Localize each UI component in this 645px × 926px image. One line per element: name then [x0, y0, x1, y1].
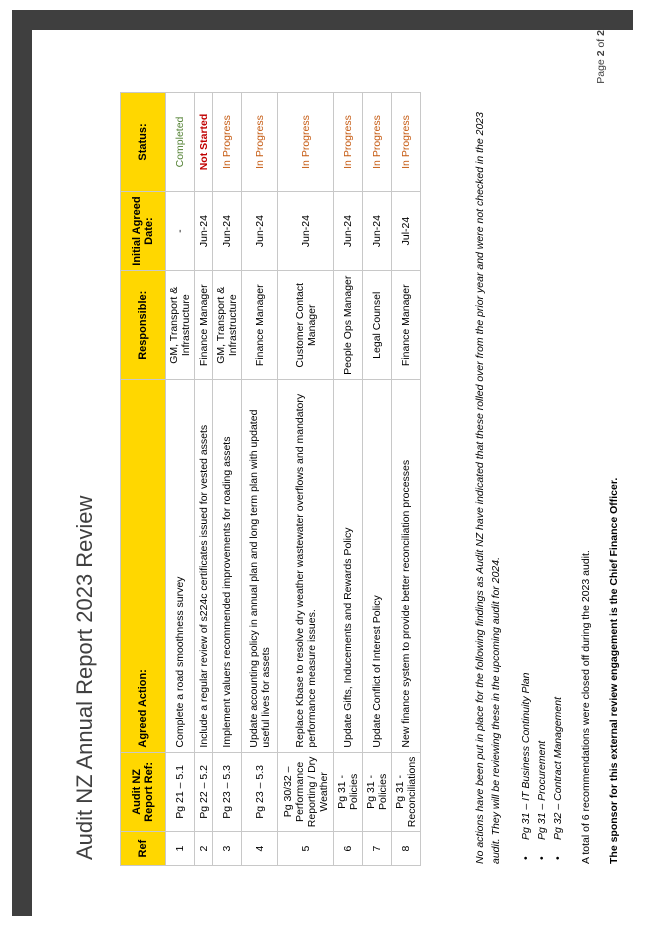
- page-number: Page 2 of 2: [595, 30, 607, 84]
- cell-status: In Progress: [363, 93, 392, 192]
- audit-table: [120, 92, 421, 866]
- cell-responsible: Finance Manager: [195, 271, 213, 380]
- cell-report-ref: Pg 22 – 5.2: [195, 752, 213, 832]
- cell-ref: 1: [166, 832, 195, 866]
- cell-date: Jun-24: [334, 192, 363, 271]
- cell-ref: 7: [363, 832, 392, 866]
- cell-responsible: Finance Manager: [242, 271, 278, 380]
- cell-action: Update Gifts, Inducements and Rewards Policy: [334, 380, 363, 752]
- bullet-icon: •: [520, 856, 532, 860]
- cell-date: Jun-24: [242, 192, 278, 271]
- cell-status: Not Started: [195, 93, 213, 192]
- cell-ref: 3: [213, 832, 242, 866]
- rollover-note: No actions have been put in place for the following findings as Audit NZ have indicated that these rolled over from the prior year and were not checked in the 2023 audit. They will be reviewing these in the upcoming audit for 2024.: [474, 112, 502, 864]
- list-item: • Pg 31 – IT Business Continuity Plan: [520, 672, 532, 860]
- table-row: [363, 93, 392, 866]
- cell-ref: 8: [392, 832, 421, 866]
- cell-status: In Progress: [392, 93, 421, 192]
- header-ref: Ref: [121, 832, 166, 866]
- table-row: [213, 93, 242, 866]
- document-page: [32, 30, 637, 916]
- rollover-findings-list: [518, 164, 566, 864]
- summary-text: A total of 6 recommendations were closed off during the 2023 audit.: [580, 550, 592, 864]
- cell-status: In Progress: [334, 93, 363, 192]
- table-row: [166, 93, 195, 866]
- table-header-row: [121, 93, 166, 866]
- cell-action: Complete a road smoothness survey: [166, 380, 195, 752]
- cell-action: Include a regular review of s224c certificates issued for vested assets: [195, 380, 213, 752]
- cell-responsible: Legal Counsel: [363, 271, 392, 380]
- cell-ref: 5: [278, 832, 334, 866]
- cell-date: Jun-24: [213, 192, 242, 271]
- cell-ref: 6: [334, 832, 363, 866]
- header-action: Agreed Action:: [121, 380, 166, 752]
- cell-action: Replace Kbase to resolve dry weather wastewater overflows and mandatory performance measure issues.: [278, 380, 334, 752]
- cell-responsible: GM, Transport & Infrastructure: [213, 271, 242, 380]
- cell-report-ref: Pg 23 – 5.3: [213, 752, 242, 832]
- cell-report-ref: Pg 30/32 – Performance Reporting / Dry Weather: [278, 752, 334, 832]
- cell-report-ref: Pg 21 – 5.1: [166, 752, 195, 832]
- cell-action: Update Conflict of Interest Policy: [363, 380, 392, 752]
- bullet-icon: •: [552, 856, 564, 860]
- cell-ref: 2: [195, 832, 213, 866]
- cell-status: In Progress: [213, 93, 242, 192]
- list-item: • Pg 31 – Procurement: [536, 740, 548, 860]
- cell-action: Update accounting policy in annual plan and long term plan with updated useful lives for assets: [242, 380, 278, 752]
- header-responsible: Responsible:: [121, 271, 166, 380]
- cell-ref: 4: [242, 832, 278, 866]
- table-row: [195, 93, 213, 866]
- cell-report-ref: Pg 31 - Reconciliations: [392, 752, 421, 832]
- cell-date: Jun-24: [363, 192, 392, 271]
- table-row: [242, 93, 278, 866]
- header-date: Initial Agreed Date:: [121, 192, 166, 271]
- cell-responsible: People Ops Manager: [334, 271, 363, 380]
- header-report-ref: Audit NZ Report Ref:: [121, 752, 166, 832]
- page-title: Audit NZ Annual Report 2023 Review: [72, 495, 97, 860]
- cell-status: In Progress: [278, 93, 334, 192]
- bullet-icon: •: [536, 856, 548, 860]
- cell-status: Completed: [166, 93, 195, 192]
- sponsor-text: The sponsor for this external review engagement is the Chief Finance Officer.: [608, 477, 620, 864]
- cell-action: Implement valuers recommended improvements for roading assets: [213, 380, 242, 752]
- table-row: [334, 93, 363, 866]
- table-row: [392, 93, 421, 866]
- cell-report-ref: Pg 31 - Policies: [363, 752, 392, 832]
- table-row: [278, 93, 334, 866]
- cell-date: Jul-24: [392, 192, 421, 271]
- cell-report-ref: Pg 23 – 5.3: [242, 752, 278, 832]
- cell-status: In Progress: [242, 93, 278, 192]
- cell-responsible: GM, Transport & Infrastructure: [166, 271, 195, 380]
- list-item: • Pg 32 – Contract Management: [552, 696, 564, 860]
- rotated-content: [32, 30, 637, 916]
- cell-responsible: Customer Contact Manager: [278, 271, 334, 380]
- cell-report-ref: Pg 31 - Policies: [334, 752, 363, 832]
- cell-date: Jun-24: [278, 192, 334, 271]
- cell-responsible: Finance Manager: [392, 271, 421, 380]
- page-frame: [12, 10, 633, 916]
- header-status: Status:: [121, 93, 166, 192]
- cell-date: -: [166, 192, 195, 271]
- cell-date: Jun-24: [195, 192, 213, 271]
- cell-action: New finance system to provide better reconciliation processes: [392, 380, 421, 752]
